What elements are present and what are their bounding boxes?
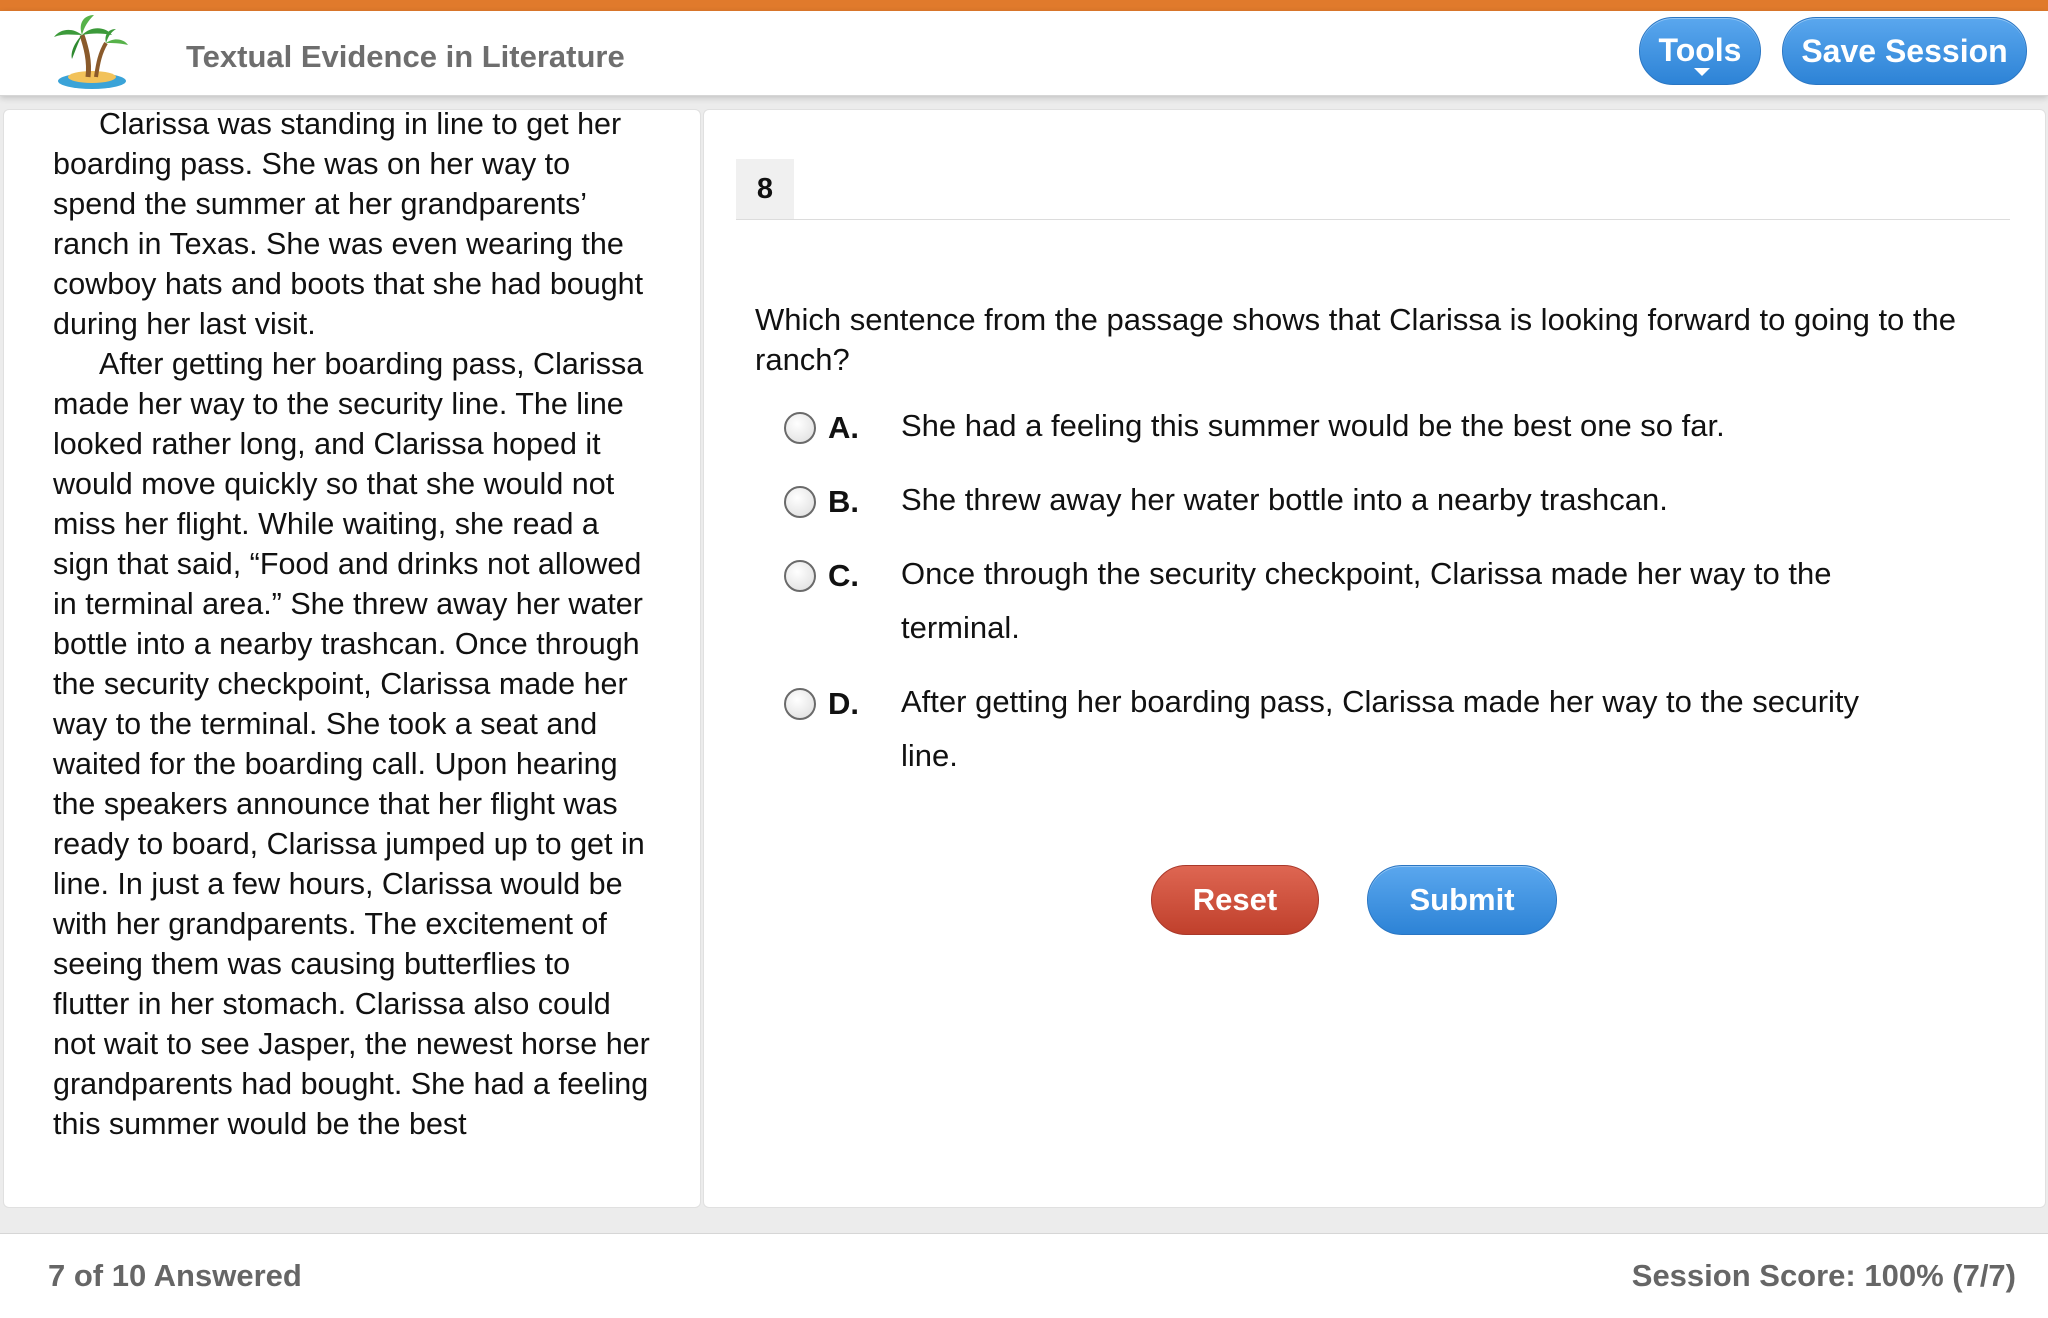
option-letter: A.: [828, 410, 859, 445]
reading-passage-panel[interactable]: [3, 109, 701, 1208]
caret-down-icon: [1694, 68, 1710, 76]
save-session-button[interactable]: Save Session: [1782, 17, 2027, 85]
question-prompt: Which sentence from the passage shows that Clarissa is looking forward to going to the ranch?: [755, 302, 1957, 377]
tools-button-label: Tools: [1658, 32, 1742, 68]
option-text: After getting her boarding pass, Clarissa made her way to the security line.: [901, 684, 1860, 773]
header-bar: [0, 11, 2048, 96]
option-text: Once through the security checkpoint, Clarissa made her way to the terminal.: [901, 556, 1832, 645]
tools-button[interactable]: [1639, 17, 1761, 85]
passage-paragraph-1: Clarissa was standing in line to get her boarding pass. She was on her way to spend the summer at her grandparents’ ranch in Texas. She was even wearing the cowboy hats and boots that she had bought during her last visit.: [53, 109, 644, 341]
reset-button[interactable]: Reset: [1151, 865, 1319, 935]
option-text: She had a feeling this summer would be the best one so far.: [901, 408, 1725, 443]
page-title: Textual Evidence in Literature: [186, 39, 625, 74]
palm-tree-logo-icon: [48, 13, 134, 91]
radio-button-c[interactable]: [784, 560, 816, 592]
top-accent-bar: [0, 0, 2048, 11]
option-letter: C.: [828, 558, 859, 593]
radio-button-a[interactable]: [784, 412, 816, 444]
option-letter: D.: [828, 686, 859, 721]
answered-count: 7 of 10 Answered: [48, 1258, 302, 1293]
radio-button-b[interactable]: [784, 486, 816, 518]
option-text: She threw away her water bottle into a nearby trashcan.: [901, 482, 1668, 517]
question-divider: [736, 219, 2010, 220]
option-letter: B.: [828, 484, 859, 519]
passage-text: [53, 109, 653, 1144]
question-panel: [703, 109, 2046, 1208]
session-score: Session Score: 100% (7/7): [1631, 1258, 2016, 1293]
submit-button[interactable]: Submit: [1367, 865, 1557, 935]
question-number: 8: [736, 159, 794, 219]
passage-paragraph-2: After getting her boarding pass, Clarissa made her way to the security line. The line looked rather long, and Clarissa hoped it would move quickly so that she would not miss her flight. While waiting, she read a sign that said, “Food and drinks not allowed in terminal area.” She threw away her water bottle into a nearby trashcan. Once through the security checkpoint, Clarissa made her way to the terminal. She took a seat and waited for the boarding call. Upon hearing the speakers announce that her flight was ready to board, Clarissa jumped up to get in line. In just a few hours, Clarissa would be with her grandparents. The excitement of seeing them was causing butterflies to flutter in her stomach. Clarissa also could not wait to see Jasper, the newest horse her grandparents had bought. She had a feeling this summer would be the best: [53, 347, 650, 1141]
radio-button-d[interactable]: [784, 688, 816, 720]
footer-bar: [0, 1233, 2048, 1318]
